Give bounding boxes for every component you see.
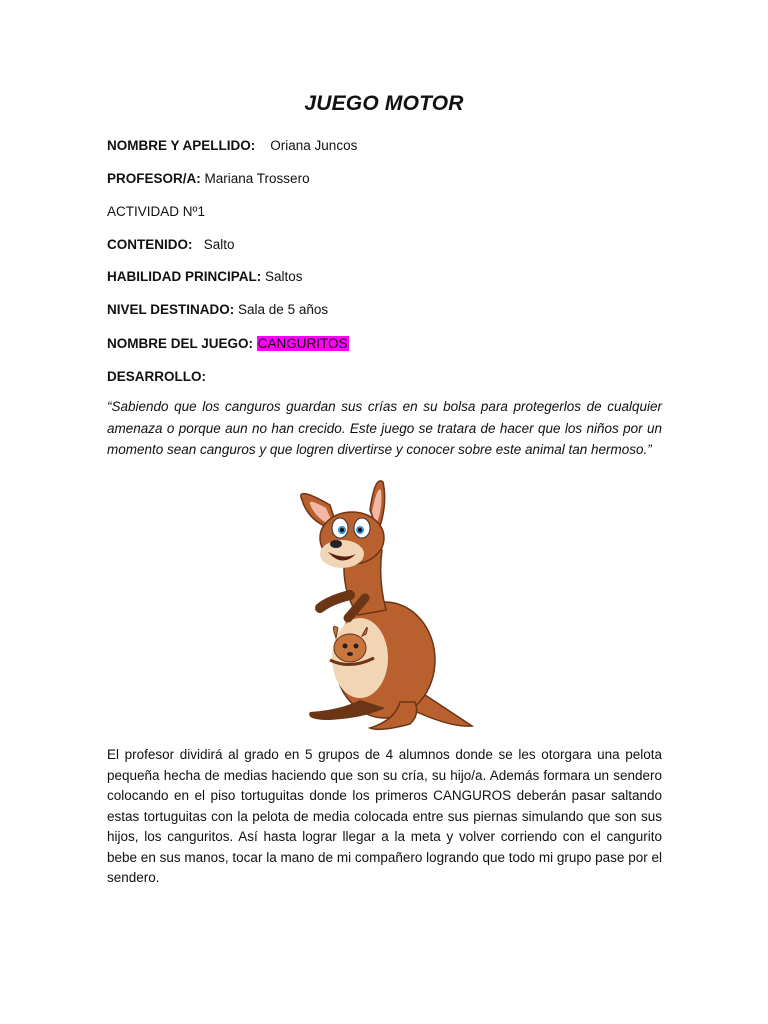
field-value: Oriana Juncos [270,138,358,153]
field-label: NOMBRE DEL JUEGO: [107,336,254,351]
field-contenido [107,237,235,252]
field-label: PROFESOR/A: [107,171,201,186]
field-label: DESARROLLO: [107,369,206,384]
field-label: NOMBRE Y APELLIDO: [107,138,256,153]
document-title: JUEGO MOTOR [304,92,464,115]
field-value: Saltos [265,269,303,284]
field-nombre [107,138,357,153]
field-label: CONTENIDO: [107,237,193,252]
field-label: HABILIDAD PRINCIPAL: [107,269,262,284]
field-label: ACTIVIDAD Nº1 [107,204,205,219]
game-name-highlight: CANGURITOS [257,336,348,351]
field-value: Mariana Trossero [204,171,310,186]
field-value: Salto [203,237,235,252]
field-label: NIVEL DESTINADO: [107,302,235,317]
field-habilidad [107,269,303,284]
field-juego [107,336,349,351]
field-value: Sala de 5 años [238,302,329,317]
intro-quote: “Sabiendo que los canguros guardan sus crías en su bolsa para protegerlos de cualquier amenaza o porque aun no han crecido. Este juego se tratara de hacer que los niños por un momento sean canguros y que logren divertirse y conocer sobre este animal tan hermoso.” [107,399,662,457]
field-desarrollo [107,369,206,384]
field-actividad [107,204,205,219]
field-nivel [107,302,328,317]
field-profesor [107,171,310,186]
game-description: El profesor dividirá al grado en 5 grupos de 4 alumnos donde se les otorgara una pelota pequeña hecha de medias haciendo que son su cría, su hijo/a. Además formara un sendero colocando en el piso tortuguitas donde los primeros CANGUROS deberán pasar saltando estas tortuguitas con la pelota de media colocada entre sus piernas simulando que son sus hijos, los canguritos. Así hasta lograr llegar a la meta y volver corriendo con el cangurito bebe en sus manos, tocar la mano de mi compañero logrando que todo mi grupo pase por el sendero. [107,747,662,885]
kangaroo-with-joey-icon [290,470,480,740]
